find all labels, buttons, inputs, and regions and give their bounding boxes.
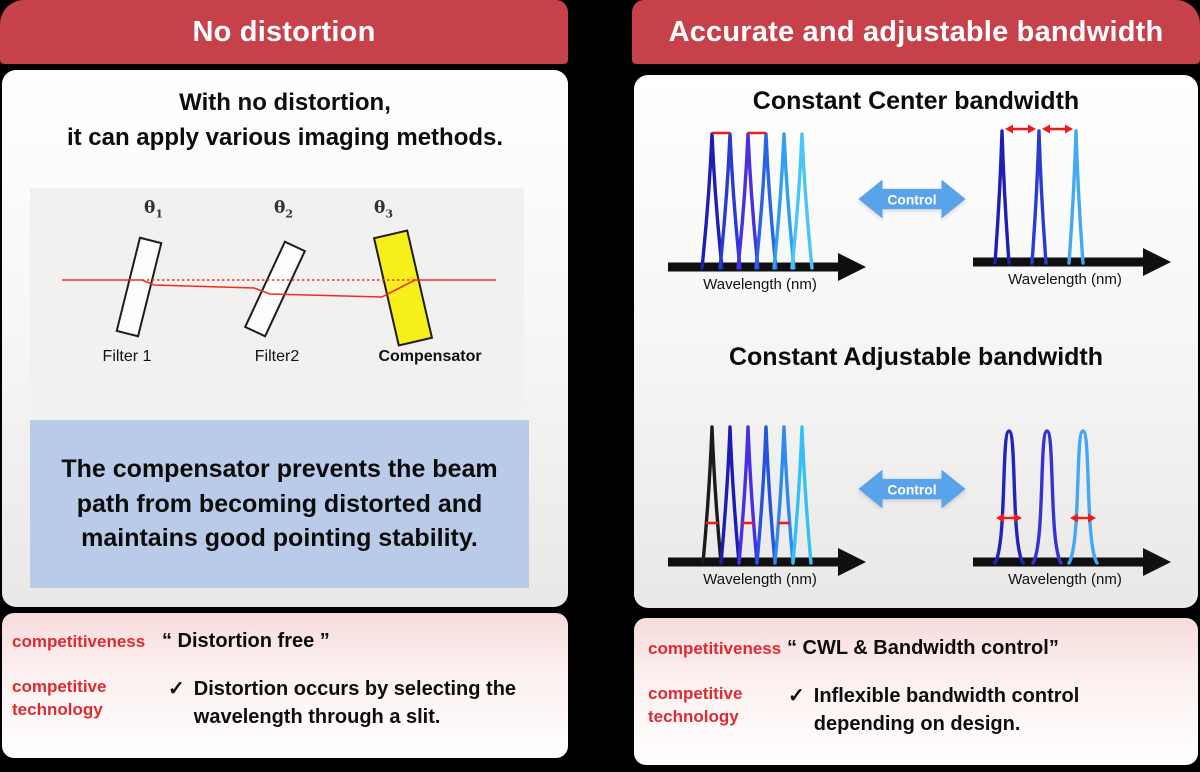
control-arrow-1 — [856, 175, 968, 223]
filter-1-label: Filter 1 — [102, 348, 152, 365]
svg-text:Wavelength (nm): Wavelength (nm) — [1008, 571, 1122, 588]
control-arrow-2 — [856, 465, 968, 513]
left-intro-text — [2, 86, 568, 156]
laser-beam-paths — [30, 188, 524, 412]
left-technology-label: competitive technology — [12, 677, 107, 719]
theta-2-label: $\theta_2$ — [274, 198, 293, 221]
spectrum-chart-adjustable-after — [965, 415, 1175, 590]
left-header — [0, 0, 568, 64]
svg-text:Wavelength (nm): Wavelength (nm) — [1008, 271, 1122, 288]
optical-diagram — [30, 188, 524, 412]
left-competitiveness-label: competitiveness — [12, 632, 146, 651]
right-footer-box — [634, 618, 1198, 765]
compensator-note: The compensator prevents the beam path from becoming distorted and maintains good pointing stability. — [30, 420, 529, 588]
left-technology-value: Distortion occurs by selecting the wavelength through a slit. — [193, 678, 517, 728]
left-footer-box — [2, 613, 568, 758]
right-main-panel — [634, 75, 1198, 608]
right-header — [632, 0, 1200, 64]
check-icon: ✓ — [788, 685, 805, 707]
compensator-label: Compensator — [378, 348, 482, 365]
left-technology-item — [168, 675, 560, 731]
svg-text:Wavelength (nm): Wavelength (nm) — [703, 276, 817, 293]
intro-line-2: it can apply various imaging methods. — [66, 123, 504, 151]
right-header-title: Accurate and adjustable bandwidth — [668, 15, 1164, 48]
spectrum-chart-center-before — [660, 120, 870, 295]
theta-3-label: $\theta_3$ — [374, 198, 393, 221]
right-competitiveness-label: competitiveness — [648, 639, 782, 658]
svg-text:Wavelength (nm): Wavelength (nm) — [703, 571, 817, 588]
left-header-title: No distortion — [192, 15, 376, 48]
filter-2-label: Filter2 — [254, 348, 300, 365]
left-competitiveness-value: “ Distortion free ” — [162, 630, 330, 652]
right-technology-value: Inflexible bandwidth control depending on design. — [813, 685, 1080, 735]
intro-line-1: With no distortion, — [179, 89, 391, 116]
left-main-panel — [2, 70, 568, 607]
section-2-title: Constant Adjustable bandwidth — [728, 343, 1104, 371]
theta-1-label: $\theta_1$ — [144, 198, 163, 221]
spectrum-chart-center-after — [965, 115, 1175, 290]
check-icon: ✓ — [168, 678, 185, 700]
control-arrow-1-label: Control — [887, 191, 937, 208]
right-competitiveness-value: “ CWL & Bandwidth control” — [787, 637, 1059, 659]
control-arrow-2-label: Control — [887, 481, 937, 498]
spectrum-chart-adjustable-before — [660, 415, 870, 590]
right-technology-item — [788, 682, 1136, 738]
section-1-title: Constant Center bandwidth — [752, 87, 1080, 115]
right-technology-label: competitive technology — [648, 684, 743, 726]
